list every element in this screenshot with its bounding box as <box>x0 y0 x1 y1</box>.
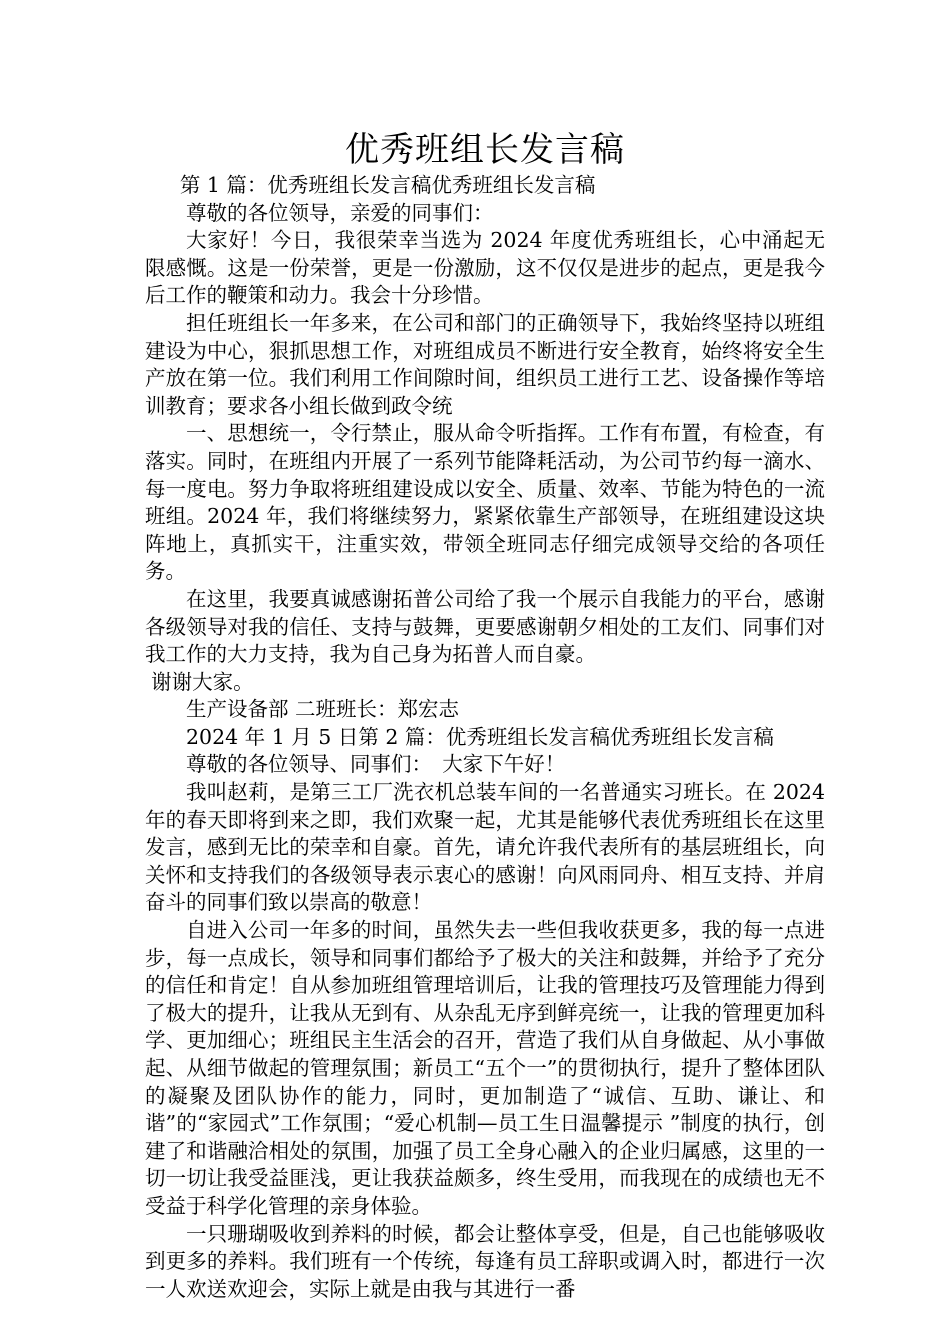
paragraph: 我叫赵莉，是第三工厂洗衣机总装车间的一名普通实习班长。在 2024 年的春天即将到来之即，我们欢聚一起，尤其是能够代表优秀班组长在这里发言，感到无比的荣幸和自豪。首先，请允许我代表所有的基层班组长，向关怀和支持我们的各级领导表示衷心的感谢！向风雨同舟、相互支持、并肩奋斗的同事们致以崇高的敬意！ <box>145 780 825 915</box>
paragraph: 一、思想统一，令行禁止，服从命令听指挥。工作有布置，有检查，有落实。同时，在班组内开展了一系列节能降耗活动，为公司节约每一滴水、每一度电。努力争取将班组建设成以安全、质量、效率、节能为特色的一流班组。2024 年，我们将继续努力，紧紧依靠生产部领导，在班组建设这块阵地上，真抓实干，注重实效，带领全班同志仔细完成领导交给的各项任务。 <box>145 421 825 584</box>
document-title: 优秀班组长发言稿 <box>345 130 625 170</box>
paragraph: 自进入公司一年多的时间，虽然失去一些但我收获更多，我的每一点进步，每一点成长，领导和同事们都给予了极大的关注和鼓舞，并给予了充分的信任和肯定！自从参加班组管理培训后，让我的管理技巧及管理能力得到了极大的提升，让我从无到有、从杂乱无序到鲜亮统一，让我的管理更加科学、更加细心；班组民主生活会的召开，营造了我们从自身做起、从小事做起、从细节做起的管理氛围；新员工“五个一”的贯彻执行，提升了整体团队的凝聚及团队协作的能力，同时，更加制造了“诚信、互助、谦让、和谐”的“家园式”工作氛围；“爱心机制—员工生日温馨提示 ”制度的执行，创建了和谐融洽相处的氛围，加强了员工全身心融入的企业归属感，这里的一切一切让我受益匪浅，更让我获益颇多，终生受用，而我现在的成绩也无不受益于科学化管理的亲身体验。 <box>145 918 825 1218</box>
document-body <box>145 172 825 1303</box>
paragraph: 担任班组长一年多来，在公司和部门的正确领导下，我始终坚持以班组建设为中心，狠抓思想工作，对班组成员不断进行安全教育，始终将安全生产放在第一位。我们利用工作间隙时间，组织员工进行工艺、设备操作等培训教育；要求各小组长做到政令统 <box>145 310 825 418</box>
paragraph: 一只珊瑚吸收到养料的时候，都会让整体享受，但是，自己也能够吸收到更多的养料。我们班有一个传统，每逢有员工辞职或调入时，都进行一次一人欢送欢迎会，实际上就是由我与其进行一番 <box>145 1221 825 1301</box>
paragraph: 在这里，我要真诚感谢拓普公司给了我一个展示自我能力的平台，感谢各级领导对我的信任、支持与鼓舞，更要感谢朝夕相处的工友们、同事们对我工作的大力支持，我为自己身为拓普人而自豪。 <box>145 586 825 667</box>
paragraph: 第 1 篇：优秀班组长发言稿优秀班组长发言稿 <box>179 173 596 197</box>
paragraph: 2024 年 1 月 5 日第 2 篇：优秀班组长发言稿优秀班组长发言稿 <box>186 724 774 749</box>
paragraph: 尊敬的各位领导、同事们： 大家下午好！ <box>186 752 566 777</box>
paragraph: 尊敬的各位领导，亲爱的同事们： <box>186 200 494 225</box>
paragraph: 大家好！今日，我很荣幸当选为 2024 年度优秀班组长，心中涌起无限感慨。这是一份荣誉，更是一份激励，这不仅仅是进步的起点，更是我今后工作的鞭策和动力。我会十分珍惜。 <box>145 228 825 308</box>
paragraph: 生产设备部 二班班长：郑宏志 <box>186 697 460 722</box>
paragraph: 谢谢大家。 <box>151 669 254 694</box>
